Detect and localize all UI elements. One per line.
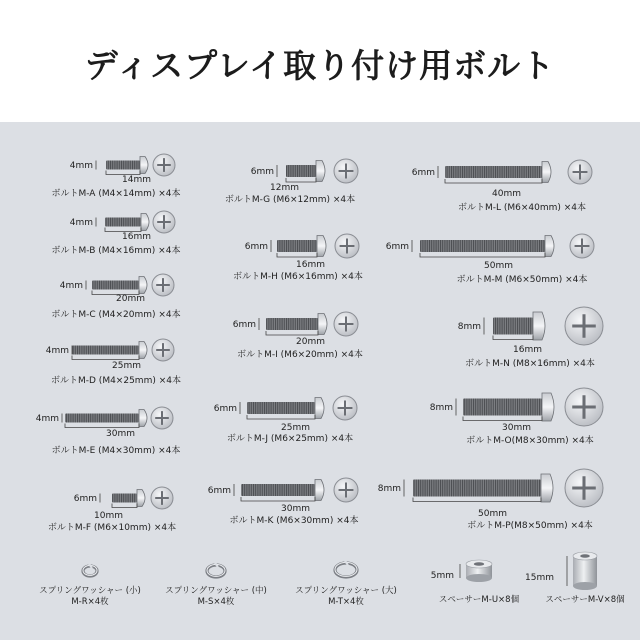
parts-panel xyxy=(0,122,640,640)
head-size-label: 6mm xyxy=(411,168,435,178)
bolt-o xyxy=(430,388,603,446)
bolt-m xyxy=(386,234,594,285)
length-label: 25mm xyxy=(112,361,141,371)
spacer-bottom xyxy=(573,582,597,590)
bolt-caption: ボルトM-I (M6×20mm) ×4本 xyxy=(237,350,363,360)
bolt-head xyxy=(140,157,148,174)
length-bracket xyxy=(277,253,317,257)
head-size-label: 8mm xyxy=(377,484,401,494)
bolt-thread xyxy=(445,166,542,178)
length-bracket xyxy=(106,171,140,175)
bolt-j xyxy=(214,396,357,444)
bolt-e xyxy=(36,407,181,456)
bolt-caption: ボルトM-J (M6×25mm) ×4本 xyxy=(226,434,354,444)
length-bracket xyxy=(413,498,541,502)
spacer-body xyxy=(573,556,597,586)
bolt-caption: ボルトM-A (M4×14mm) ×4本 xyxy=(51,189,181,199)
bolt-head xyxy=(316,161,325,182)
length-bracket xyxy=(445,179,542,183)
length-bracket xyxy=(247,415,315,419)
length-bracket xyxy=(493,336,533,340)
length-label: 50mm xyxy=(478,509,507,519)
bolt-head xyxy=(542,393,554,421)
head-size-label: 4mm xyxy=(59,281,83,291)
bolt-p xyxy=(378,469,603,531)
length-bracket xyxy=(266,331,318,335)
bolt-caption: ボルトM-P(M8×50mm) ×4本 xyxy=(467,521,593,531)
bolt-head xyxy=(317,236,326,257)
length-label: 16mm xyxy=(296,260,325,270)
bolt-caption: ボルトM-M (M6×50mm) ×4本 xyxy=(456,275,588,285)
length-bracket xyxy=(65,424,139,428)
head-size-label: 6mm xyxy=(244,242,268,252)
bolt-c xyxy=(51,274,180,320)
length-bracket xyxy=(241,497,315,501)
head-size-label: 4mm xyxy=(69,218,93,228)
washer-label: スプリングワッシャー (大) xyxy=(295,586,397,596)
bolt-caption: ボルトM-B (M4×16mm) ×4本 xyxy=(51,246,181,256)
bolt-caption: ボルトM-O(M8×30mm) ×4本 xyxy=(466,436,594,446)
bolt-caption: ボルトM-E (M4×30mm) ×4本 xyxy=(51,446,181,456)
length-label: 14mm xyxy=(122,175,151,185)
bolt-head xyxy=(533,312,545,340)
length-label: 25mm xyxy=(281,423,310,433)
bolt-n xyxy=(458,307,603,369)
page-title: ディスプレイ取り付け用ボルト xyxy=(84,46,556,85)
bolt-thread xyxy=(105,218,141,227)
bolt-thread xyxy=(493,318,533,335)
length-bracket xyxy=(112,504,137,508)
bolt-thread xyxy=(106,161,140,170)
bolt-thread xyxy=(413,480,541,497)
head-size-label: 4mm xyxy=(35,414,59,424)
length-label: 30mm xyxy=(281,504,310,514)
length-bracket xyxy=(105,228,141,232)
head-size-label: 6mm xyxy=(213,404,237,414)
bolt-thread xyxy=(247,402,315,414)
length-label: 30mm xyxy=(502,423,531,433)
length-bracket xyxy=(72,356,139,360)
bolt-l xyxy=(412,160,592,213)
spacer-size-label: 5mm xyxy=(430,571,454,581)
length-label: 20mm xyxy=(296,337,325,347)
head-size-label: 6mm xyxy=(232,320,256,330)
spacer-hole xyxy=(580,554,590,558)
spacer-caption: スペーサーM-V×8個 xyxy=(545,595,625,605)
bolt-head xyxy=(141,214,149,231)
head-size-label: 8mm xyxy=(457,322,481,332)
bolt-head xyxy=(545,236,554,257)
bolt-thread xyxy=(65,414,139,423)
bolt-caption: ボルトM-G (M6×12mm) ×4本 xyxy=(224,195,356,205)
washer-label: スプリングワッシャー (小) xyxy=(39,586,141,596)
head-size-label: 6mm xyxy=(73,494,97,504)
bolt-head xyxy=(315,398,324,419)
washer-code: M-T×4枚 xyxy=(328,597,364,607)
spring-washer-3 xyxy=(295,561,397,607)
spacer-bottom xyxy=(466,574,492,582)
bolt-thread xyxy=(92,281,139,290)
bolt-caption: ボルトM-C (M4×20mm) ×4本 xyxy=(51,310,181,320)
length-label: 30mm xyxy=(106,429,135,439)
bolt-i xyxy=(233,312,363,360)
head-size-label: 6mm xyxy=(250,167,274,177)
length-label: 40mm xyxy=(492,189,521,199)
parts-diagram xyxy=(0,122,640,640)
bolt-head xyxy=(541,474,553,502)
bolt-k xyxy=(208,478,359,526)
bolt-head xyxy=(137,490,145,507)
spacer-hole xyxy=(474,562,484,566)
bolt-h xyxy=(233,234,363,282)
bolt-g xyxy=(225,159,358,205)
length-label: 16mm xyxy=(513,345,542,355)
bolt-caption: ボルトM-N (M8×16mm) ×4本 xyxy=(465,359,595,369)
spring-washer-1 xyxy=(39,564,141,607)
header xyxy=(0,0,640,122)
spacer-size-label: 15mm xyxy=(525,573,554,583)
bolt-thread xyxy=(72,346,139,355)
bolt-thread xyxy=(112,494,137,503)
length-label: 10mm xyxy=(94,511,123,521)
bolt-head xyxy=(139,410,147,427)
washer-code: M-R×4枚 xyxy=(71,597,109,607)
length-label: 20mm xyxy=(116,294,145,304)
bolt-thread xyxy=(420,240,545,252)
spring-washer-2 xyxy=(165,563,267,607)
spacer-1 xyxy=(431,560,520,605)
washer-label: スプリングワッシャー (中) xyxy=(165,586,267,596)
bolt-thread xyxy=(463,399,542,416)
bolt-d xyxy=(46,339,181,386)
bolt-head xyxy=(542,162,551,183)
length-bracket xyxy=(420,253,545,257)
bolt-head xyxy=(139,277,147,294)
head-size-label: 6mm xyxy=(207,486,231,496)
bolt-head xyxy=(139,342,147,359)
bolt-caption: ボルトM-H (M6×16mm) ×4本 xyxy=(233,272,363,282)
bolt-thread xyxy=(277,240,317,252)
bolt-caption: ボルトM-L (M6×40mm) ×4本 xyxy=(457,203,587,213)
spacer-caption: スペーサーM-U×8個 xyxy=(438,595,520,605)
bolt-a xyxy=(51,154,180,199)
spacer-2 xyxy=(525,552,625,605)
head-size-label: 4mm xyxy=(45,346,69,356)
length-label: 16mm xyxy=(122,232,151,242)
length-label: 50mm xyxy=(484,261,513,271)
bolt-thread xyxy=(286,165,316,177)
head-size-label: 6mm xyxy=(385,242,409,252)
bolt-caption: ボルトM-F (M6×10mm) ×4本 xyxy=(47,523,177,533)
bolt-thread xyxy=(266,318,318,330)
bolt-thread xyxy=(241,484,315,496)
head-size-label: 8mm xyxy=(429,403,453,413)
length-bracket xyxy=(463,417,542,421)
bolt-caption: ボルトM-K (M6×30mm) ×4本 xyxy=(229,516,359,526)
bolt-b xyxy=(52,211,181,256)
length-bracket xyxy=(286,178,316,182)
head-size-label: 4mm xyxy=(69,161,93,171)
washer-code: M-S×4枚 xyxy=(197,597,235,607)
bolt-head xyxy=(318,314,327,335)
bolt-caption: ボルトM-D (M4×25mm) ×4本 xyxy=(51,376,181,386)
bolt-head xyxy=(315,480,324,501)
bolt-f xyxy=(48,487,176,533)
length-label: 12mm xyxy=(270,183,299,193)
